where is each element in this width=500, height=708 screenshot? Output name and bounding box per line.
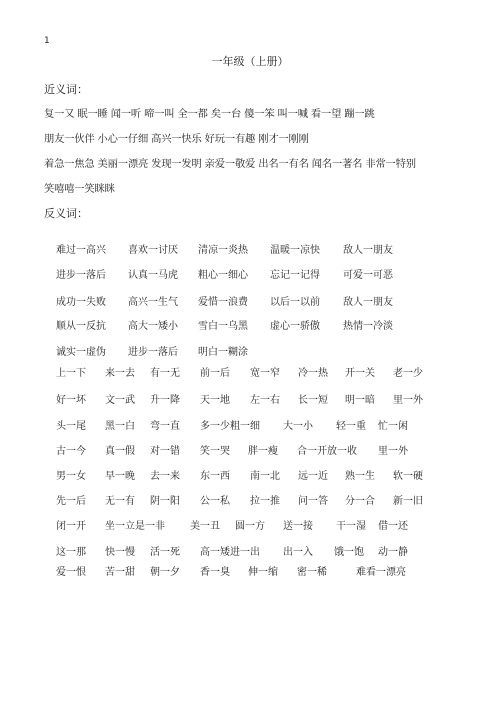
antonym-pair: 苦一甜 [105, 567, 135, 578]
antonym-pair: 难看一漂亮 [356, 567, 406, 578]
antonym-pair: 古一今 [56, 446, 86, 457]
synonym-line: 笑嘻嘻一笑眯眯 [44, 183, 115, 195]
antonym-pair: 圆一方 [235, 521, 265, 532]
synonym-line: 复一又 眠一睡 闻一听 啼一叫 全一都 矣一台 傻一笨 叫一喊 看一望 蹦一跳 [44, 108, 375, 120]
antonym-pair: 动一静 [378, 547, 408, 558]
antonym-pair: 明一暗 [345, 395, 375, 406]
antonym-pair: 有一无 [150, 368, 180, 379]
page-number: 1 [44, 36, 50, 46]
antonym-pair: 高大一矮小 [128, 321, 178, 332]
antonym-pair: 笑一哭 [200, 446, 230, 457]
antonym-pair: 真一假 [105, 446, 135, 457]
antonym-pair: 出一入 [283, 547, 313, 558]
antonym-pair: 无一有 [105, 496, 135, 507]
antonym-pair: 高兴一生气 [128, 297, 178, 308]
antonym-pair: 东一西 [200, 471, 230, 482]
antonym-pair: 里一外 [393, 395, 423, 406]
antonym-pair: 热情一冷淡 [343, 321, 393, 332]
antonym-pair: 借一还 [378, 521, 408, 532]
antonym-pair: 可爱一可恶 [343, 270, 393, 281]
antonym-pair: 送一接 [283, 521, 313, 532]
antonym-pair: 忙一闲 [378, 421, 408, 432]
antonym-pair: 喜欢一讨厌 [128, 245, 178, 256]
antonym-pair: 认真一马虎 [128, 270, 178, 281]
antonym-pair: 大一小 [283, 421, 313, 432]
antonym-pair: 粗心一细心 [198, 270, 248, 281]
antonym-pair: 高一矮进一出 [200, 547, 260, 558]
antonym-pair: 问一答 [298, 496, 328, 507]
antonym-pair: 雪白一乌黑 [198, 321, 248, 332]
antonym-pair: 开一关 [345, 368, 375, 379]
antonym-pair: 美一丑 [190, 521, 220, 532]
antonym-pair: 坐一立是一非 [105, 521, 165, 532]
antonym-pair: 轻一重 [336, 421, 366, 432]
antonym-pair: 早一晚 [105, 471, 135, 482]
antonym-pair: 闭一开 [56, 521, 86, 532]
antonym-pair: 黑一白 [105, 421, 135, 432]
antonym-pair: 南一北 [250, 471, 280, 482]
synonyms-heading: 近义词： [44, 83, 88, 96]
antonym-pair: 冷一热 [298, 368, 328, 379]
antonym-pair: 头一尾 [56, 421, 86, 432]
antonym-pair: 新一旧 [393, 496, 423, 507]
antonym-pair: 里一外 [378, 446, 408, 457]
antonym-pair: 长一短 [298, 395, 328, 406]
antonym-pair: 活一死 [150, 547, 180, 558]
antonym-pair: 远一近 [298, 471, 328, 482]
antonyms-heading: 反义词： [44, 207, 88, 220]
antonym-pair: 对一错 [150, 446, 180, 457]
antonym-pair: 男一女 [56, 471, 86, 482]
antonym-pair: 忘记一记得 [270, 270, 320, 281]
antonym-pair: 左一右 [250, 395, 280, 406]
antonym-pair: 好一坏 [56, 395, 86, 406]
antonym-pair: 文一武 [105, 395, 135, 406]
antonym-pair: 合一开放一收 [297, 446, 357, 457]
antonym-pair: 诚实一虚伪 [56, 347, 106, 358]
antonym-pair: 难过一高兴 [56, 245, 106, 256]
antonym-pair: 升一降 [150, 395, 180, 406]
antonym-pair: 天一地 [200, 395, 230, 406]
antonym-pair: 拉一推 [250, 496, 280, 507]
synonym-line: 朋友一伙伴 小心一仔细 高兴一快乐 好玩一有趣 刚才一刚刚 [44, 133, 309, 145]
antonym-pair: 宽一窄 [250, 368, 280, 379]
antonym-pair: 虚心一骄傲 [270, 321, 320, 332]
antonym-pair: 敌人一朋友 [343, 297, 393, 308]
antonym-pair: 快一慢 [105, 547, 135, 558]
antonym-pair: 胖一瘦 [248, 446, 278, 457]
antonym-pair: 多一少粗一细 [200, 421, 260, 432]
antonym-pair: 清凉一炎热 [198, 245, 248, 256]
antonym-pair: 先一后 [56, 496, 86, 507]
antonym-pair: 阴一阳 [150, 496, 180, 507]
antonym-pair: 上一下 [56, 368, 86, 379]
antonym-pair: 来一去 [105, 368, 135, 379]
antonym-pair: 温暖一凉快 [270, 245, 320, 256]
antonym-pair: 密一稀 [297, 567, 327, 578]
antonym-pair: 这一那 [56, 547, 86, 558]
antonym-pair: 前一后 [200, 368, 230, 379]
antonym-pair: 分一合 [345, 496, 375, 507]
antonym-pair: 香一臭 [200, 567, 230, 578]
synonym-line: 着急一焦急 美丽一漂亮 发现一发明 亲爱一敬爱 出名一有名 闻名一著名 非常一特别 [44, 158, 416, 170]
antonym-pair: 公一私 [200, 496, 230, 507]
antonym-pair: 朝一夕 [150, 567, 180, 578]
antonym-pair: 成功一失败 [56, 297, 106, 308]
antonym-pair: 爱惜一浪费 [198, 297, 248, 308]
antonym-pair: 干一湿 [336, 521, 366, 532]
antonym-pair: 伸一缩 [248, 567, 278, 578]
antonym-pair: 爱一恨 [56, 567, 86, 578]
antonym-pair: 进步一落后 [128, 347, 178, 358]
antonym-pair: 以后一以前 [270, 297, 320, 308]
antonym-pair: 熟一生 [345, 471, 375, 482]
antonym-pair: 老一少 [393, 368, 423, 379]
antonym-pair: 进步一落后 [56, 270, 106, 281]
antonym-pair: 明白一糊涂 [198, 347, 248, 358]
antonym-pair: 软一硬 [393, 471, 423, 482]
antonym-pair: 去一来 [150, 471, 180, 482]
antonym-pair: 敌人一朋友 [343, 245, 393, 256]
antonym-pair: 顺从一反抗 [56, 321, 106, 332]
document-title: 一年级（上册） [211, 55, 289, 68]
antonym-pair: 饿一饱 [334, 547, 364, 558]
antonym-pair: 弯一直 [150, 421, 180, 432]
